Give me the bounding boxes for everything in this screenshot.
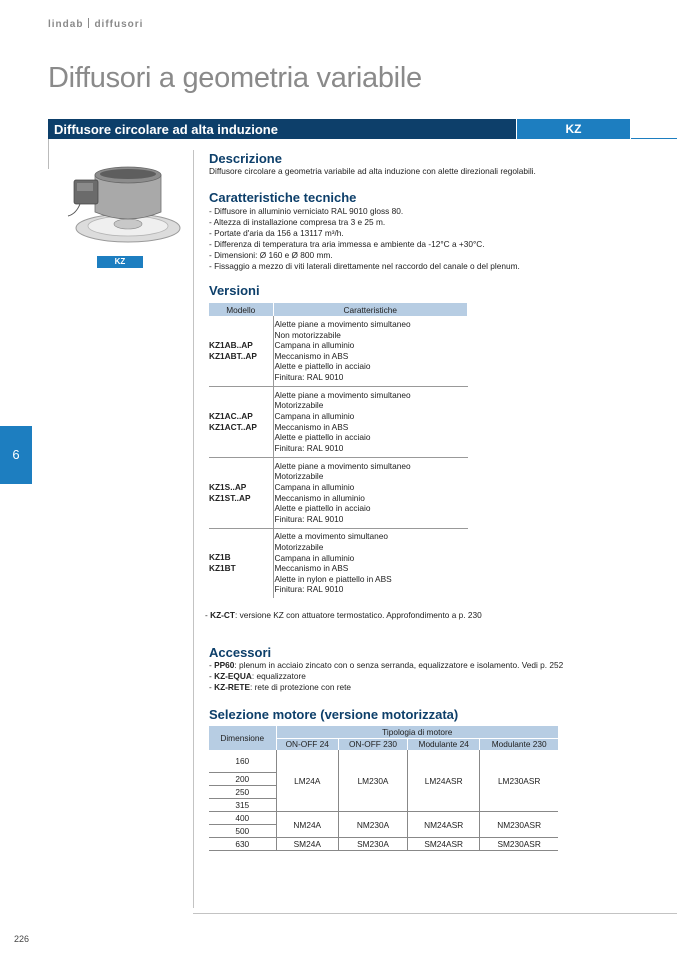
dimension-cell: 500 xyxy=(209,825,276,838)
features-cell xyxy=(273,457,468,528)
features-cell xyxy=(273,316,468,386)
feature-line: Alette e piattello in acciaio xyxy=(274,432,371,443)
features-cell xyxy=(273,386,468,457)
feature-line: Finitura: RAL 9010 xyxy=(274,442,344,453)
dimension-cell: 160 xyxy=(209,750,276,773)
feature-line: Finitura: RAL 9010 xyxy=(274,584,344,595)
model-code: KZ1B xyxy=(209,552,231,563)
features-cell xyxy=(273,528,468,598)
feature-line: Alette piane a movimento simultaneo xyxy=(274,318,411,329)
feature-line: Non motorizzabile xyxy=(274,329,341,340)
feature-line: Alette piane a movimento simultaneo xyxy=(274,460,411,471)
model-code: KZ1AB..AP xyxy=(209,339,253,350)
column-header-dimension: Dimensione xyxy=(209,726,276,750)
versioni-heading: Versioni xyxy=(209,283,260,298)
list-item: - Altezza di installazione compresa tra 3 e 25 m. xyxy=(209,217,386,227)
motor-cell: NM24ASR xyxy=(408,812,480,838)
table-row xyxy=(209,528,468,598)
versioni-table xyxy=(209,303,468,598)
accessory-text: : rete di protezione con rete xyxy=(250,682,352,692)
note-prefix: - xyxy=(205,610,211,620)
brand-name: lindab xyxy=(48,19,84,30)
list-item: - KZ-EQUA: equalizzatore xyxy=(209,671,306,681)
table-row xyxy=(209,838,558,851)
motor-selection-table xyxy=(209,726,558,851)
motor-cell: LM24ASR xyxy=(408,750,480,812)
page-title: Diffusori a geometria variabile xyxy=(48,62,422,94)
note-code: KZ-CT xyxy=(210,610,235,620)
dimension-cell: 315 xyxy=(209,799,276,812)
model-code: KZ1ACT..AP xyxy=(209,421,257,432)
diffuser-product-image xyxy=(60,150,185,250)
product-title: Diffusore circolare ad alta induzione xyxy=(48,119,516,139)
column-header-model: Modello xyxy=(209,303,273,316)
column-header-motor-type: Tipologia di motore xyxy=(276,726,558,738)
motor-cell: SM230ASR xyxy=(480,838,558,851)
table-row xyxy=(209,386,468,457)
note-text: : versione KZ con attuatore termostatico. Approfondimento a p. 230 xyxy=(234,610,482,620)
table-row xyxy=(209,750,558,773)
accessory-text: : equalizzatore xyxy=(251,671,306,681)
feature-line: Meccanismo in ABS xyxy=(274,563,349,574)
column-header-type: ON-OFF 24 xyxy=(276,738,339,750)
bottom-rule xyxy=(193,913,677,914)
feature-line: Motorizzabile xyxy=(274,400,324,411)
list-item: - KZ-RETE: rete di protezione con rete xyxy=(209,682,352,692)
feature-line: Campana in alluminio xyxy=(274,481,355,492)
feature-line: Campana in alluminio xyxy=(274,410,355,421)
brand-separator xyxy=(88,18,89,28)
table-row xyxy=(209,316,468,386)
product-title-bar xyxy=(48,119,677,139)
motor-cell: LM230ASR xyxy=(480,750,558,812)
caratteristiche-list xyxy=(209,206,520,272)
table-row xyxy=(209,457,468,528)
column-header-type: Modulante 24 xyxy=(408,738,480,750)
feature-line: Meccanismo in ABS xyxy=(274,350,349,361)
brand-section: diffusori xyxy=(94,19,144,30)
chapter-tab: 6 xyxy=(0,426,32,484)
descrizione-text: Diffusore circolare a geometria variabile ad alta induzione con alette direzionali regolabili. xyxy=(209,166,536,176)
model-cell xyxy=(209,316,273,386)
list-item: - Portate d'aria da 156 a 13117 m³/h. xyxy=(209,228,344,238)
column-header-type: ON-OFF 230 xyxy=(339,738,408,750)
dimension-cell: 200 xyxy=(209,773,276,786)
feature-line: Alette in nylon e piattello in ABS xyxy=(274,573,392,584)
accessori-heading: Accessori xyxy=(209,645,272,660)
accessori-list xyxy=(209,660,563,693)
dimension-cell: 630 xyxy=(209,838,276,851)
list-item: - Differenza di temperatura tra aria immessa e ambiente da -12°C a +30°C. xyxy=(209,239,485,249)
list-item: - PP60: plenum in acciaio zincato con o senza serranda, equalizzatore e isolamento. Vedi p. 252 xyxy=(209,660,564,670)
motor-cell: NM24A xyxy=(276,812,339,838)
feature-line: Alette a movimento simultaneo xyxy=(274,531,388,542)
feature-line: Meccanismo in alluminio xyxy=(274,492,365,503)
column-header-type: Modulante 230 xyxy=(480,738,558,750)
motor-cell: NM230ASR xyxy=(480,812,558,838)
list-item: - Dimensioni: Ø 160 e Ø 800 mm. xyxy=(209,250,333,260)
accessory-code: PP60 xyxy=(214,660,235,670)
feature-line: Meccanismo in ABS xyxy=(274,421,349,432)
kz-ct-note xyxy=(205,610,482,620)
motor-cell: SM24A xyxy=(276,838,339,851)
list-item: - Diffusore in alluminio verniciato RAL 9010 gloss 80. xyxy=(209,206,404,216)
model-code: KZ1ST..AP xyxy=(209,492,251,503)
feature-line: Finitura: RAL 9010 xyxy=(274,513,344,524)
feature-line: Motorizzabile xyxy=(274,471,324,482)
title-bar-rule xyxy=(631,138,677,139)
model-cell xyxy=(209,457,273,528)
feature-line: Motorizzabile xyxy=(274,542,324,553)
accessory-text: : plenum in acciaio zincato con o senza serranda, equalizzatore e isolamento. Vedi p. 252 xyxy=(234,660,564,670)
descrizione-heading: Descrizione xyxy=(209,151,282,166)
list-item: - Fissaggio a mezzo di viti laterali direttamente nel raccordo del canale o del plenum. xyxy=(209,261,520,271)
feature-line: Alette e piattello in acciaio xyxy=(274,503,371,514)
page-number: 226 xyxy=(14,934,30,944)
model-cell xyxy=(209,386,273,457)
frame-left-line xyxy=(48,139,49,169)
image-caption-badge: KZ xyxy=(97,256,143,268)
table-row xyxy=(209,812,558,825)
model-cell xyxy=(209,528,273,598)
motor-cell: LM230A xyxy=(339,750,408,812)
feature-line: Alette piane a movimento simultaneo xyxy=(274,389,411,400)
model-code: KZ1ABT..AP xyxy=(209,350,257,361)
caratteristiche-heading: Caratteristiche tecniche xyxy=(209,190,357,205)
product-code: KZ xyxy=(517,119,630,139)
accessory-code: KZ-EQUA xyxy=(214,671,252,681)
brand-header xyxy=(48,18,143,30)
model-code: KZ1BT xyxy=(209,563,236,574)
motor-cell: SM24ASR xyxy=(408,838,480,851)
motor-cell: NM230A xyxy=(339,812,408,838)
dimension-cell: 400 xyxy=(209,812,276,825)
motor-cell: LM24A xyxy=(276,750,339,812)
column-header-features: Caratteristiche xyxy=(273,303,468,316)
motor-cell: SM230A xyxy=(339,838,408,851)
model-code: KZ1AC..AP xyxy=(209,410,253,421)
feature-line: Campana in alluminio xyxy=(274,552,355,563)
dimension-cell: 250 xyxy=(209,786,276,799)
feature-line: Campana in alluminio xyxy=(274,340,355,351)
column-divider xyxy=(193,150,194,908)
accessory-code: KZ-RETE xyxy=(214,682,251,692)
motore-heading: Selezione motore (versione motorizzata) xyxy=(209,707,459,722)
feature-line: Alette e piattello in acciaio xyxy=(274,361,371,372)
model-code: KZ1S..AP xyxy=(209,481,247,492)
feature-line: Finitura: RAL 9010 xyxy=(274,371,344,382)
